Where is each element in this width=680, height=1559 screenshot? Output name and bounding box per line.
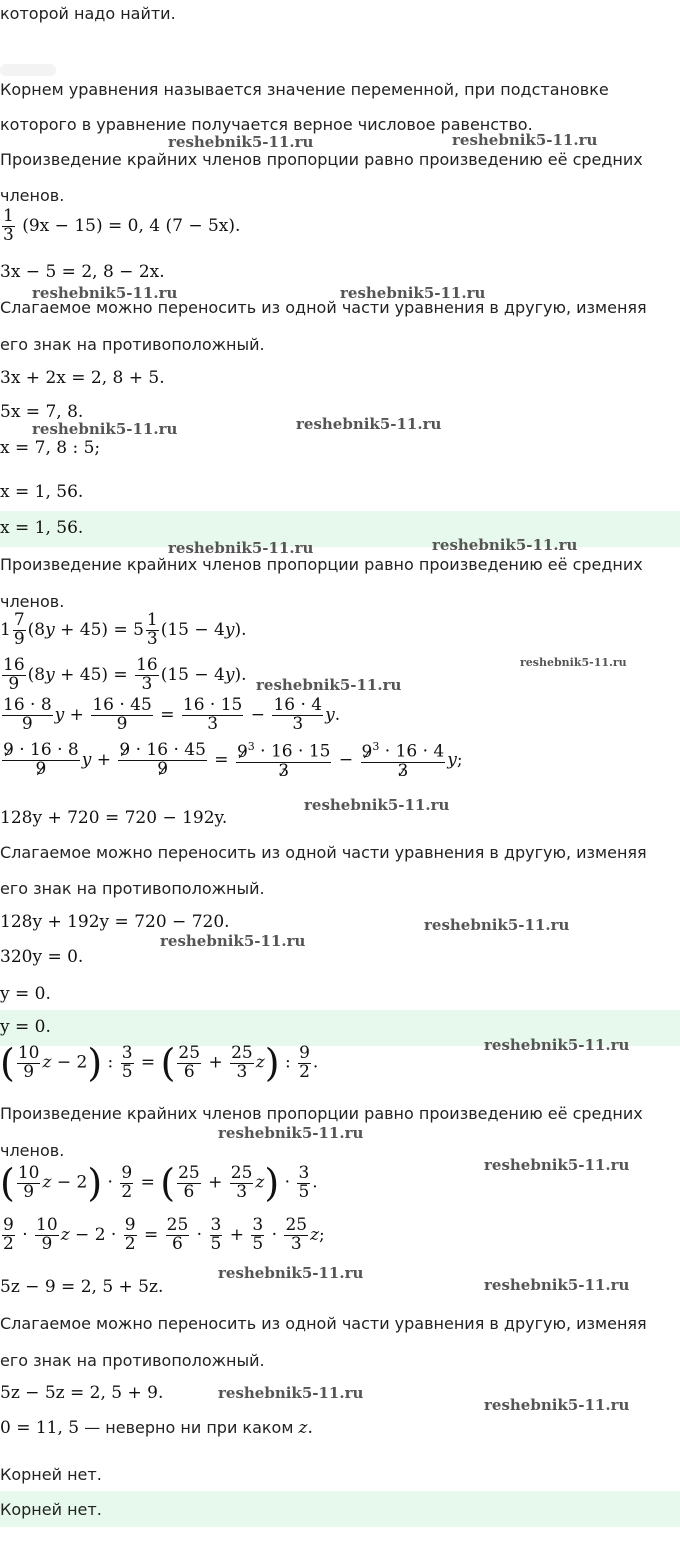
answer-band-3 [0,1491,680,1527]
rule-transfer-3-line1: Слагаемое можно переносить из одной части уравнения в другую, изменяя [0,1314,647,1333]
equation-6: x = 1, 56. [0,482,84,502]
equation-19: 5z − 9 = 2, 5 + 5z. [0,1277,164,1297]
equation-20: 5z − 5z = 2, 5 + 9. [0,1383,164,1403]
answer-1: x = 1, 56. [0,518,84,538]
watermark: reshebnik5-11.ru [484,1276,630,1294]
watermark: reshebnik5-11.ru [218,1384,364,1402]
watermark: reshebnik5-11.ru [218,1264,364,1282]
rule-transfer-2-line1: Слагаемое можно переносить из одной части уравнения в другую, изменяя [0,843,647,862]
equation-15: ( $\frac{10}{9}$ z − 2) · $\frac{9}{2}$ = ( $\frac{25}{6}$ + $\frac{25}{3}$ z) · $\frac{3}{5}$ . [0,1161,318,1205]
watermark: reshebnik5-11.ru [304,796,450,814]
paragraph-continued: которой надо найти. [0,4,176,23]
equation-2: 3x − 5 = 2, 8 − 2x. [0,262,165,282]
watermark: reshebnik5-11.ru [32,284,178,302]
equation-14: ( $\frac{10}{9}$ z − 2) : $\frac{3}{5}$ = ( $\frac{25}{6}$ + $\frac{25}{3}$ z) : $\frac{9}{2}$ . [0,1041,319,1085]
equation-9-cancelled: $\frac{9 \cdot 16 \cdot 8}{9}$ y + $\frac{9 \cdot 16 \cdot 45}{9}$ = $\frac{9^3 \cdot 16 \cdot 15}{3}$ − $\frac{9^3 \cdot 16 \cdot 4}{3}$ y; [3,740,463,781]
rule-proportion-2-line2: членов. [0,592,65,611]
watermark: reshebnik5-11.ru [218,1124,364,1142]
watermark: reshebnik5-11.ru [520,656,627,669]
answer-2: y = 0. [0,1017,51,1037]
collapsed-tab-shape [0,64,56,76]
equation-10: 128y + 720 = 720 − 192y. [0,808,228,828]
watermark: reshebnik5-11.ru [424,916,570,934]
watermark: reshebnik5-11.ru [32,420,178,438]
equation-21-text: — неверно ни при каком [84,1418,294,1437]
watermark: reshebnik5-11.ru [432,536,578,554]
paragraph-root-definition-line2: которого в уравнение получается верное числовое равенство. [0,115,533,134]
watermark: reshebnik5-11.ru [484,1396,630,1414]
watermark: reshebnik5-11.ru [452,131,598,149]
answer-3: Корней нет. [0,1500,102,1519]
equation-5: x = 7, 8 : 5; [0,438,101,458]
rule-transfer-line2: его знак на противоположный. [0,335,265,354]
rule-proportion-line1: Произведение крайних членов пропорции равно произведению её средних [0,150,643,169]
equation-4: 5x = 7, 8. [0,402,84,422]
watermark: reshebnik5-11.ru [256,676,402,694]
watermark: reshebnik5-11.ru [168,133,314,151]
equation-13: y = 0. [0,984,51,1004]
rule-proportion-line2: членов. [0,186,65,205]
watermark: reshebnik5-11.ru [484,1036,630,1054]
equation-1: $\frac{1}{3}$ (9x − 15) = 0, 4 (7 − 5x). [3,206,241,245]
equation-8: $\frac{16}{9}$ (8y + 45) = $\frac{16}{3}$ (15 − 4y). [3,655,247,694]
rule-transfer-line1: Слагаемое можно переносить из одной части уравнения в другую, изменяя [0,298,647,317]
equation-9: $\frac{16 \cdot 8}{9}$ y + $\frac{16 \cdot 45}{9}$ = $\frac{16 \cdot 15}{3}$ − $\frac{16 \cdot 4}{3}$ y. [3,695,341,734]
rule-proportion-2-line1: Произведение крайних членов пропорции равно произведению её средних [0,555,643,574]
watermark: reshebnik5-11.ru [484,1156,630,1174]
equation-12: 320y = 0. [0,947,84,967]
answer-band-1 [0,511,680,547]
watermark: reshebnik5-11.ru [160,932,306,950]
equation-3: 3x + 2x = 2, 8 + 5. [0,368,165,388]
equation-7: 1 $\frac{7}{9}$ (8y + 45) = 5 $\frac{1}{3}$ (15 − 4y). [0,610,247,649]
rule-proportion-3-line1: Произведение крайних членов пропорции равно произведению её средних [0,1104,643,1123]
rule-transfer-2-line2: его знак на противоположный. [0,879,265,898]
equation-16: $\frac{9}{2}$ · $\frac{10}{9}$ z − 2 · $\frac{9}{2}$ = $\frac{25}{6}$ · $\frac{3}{5}$ + $\frac{3}{5}$ · $\frac{25}{3}$ z; [3,1215,325,1254]
watermark: reshebnik5-11.ru [340,284,486,302]
rule-proportion-3-line2: членов. [0,1141,65,1160]
rule-transfer-3-line2: его знак на противоположный. [0,1351,265,1370]
equation-21-lhs: 0 = 11, 5 [0,1418,80,1438]
equation-21: 0 = 11, 5 — неверно ни при каком z. [0,1418,313,1438]
paragraph-root-definition-line1: Корнем уравнения называется значение переменной, при подстановке [0,80,609,99]
watermark: reshebnik5-11.ru [296,415,442,433]
watermark: reshebnik5-11.ru [168,539,314,557]
equation-11: 128y + 192y = 720 − 720. [0,912,230,932]
conclusion-no-roots: Корней нет. [0,1465,102,1484]
